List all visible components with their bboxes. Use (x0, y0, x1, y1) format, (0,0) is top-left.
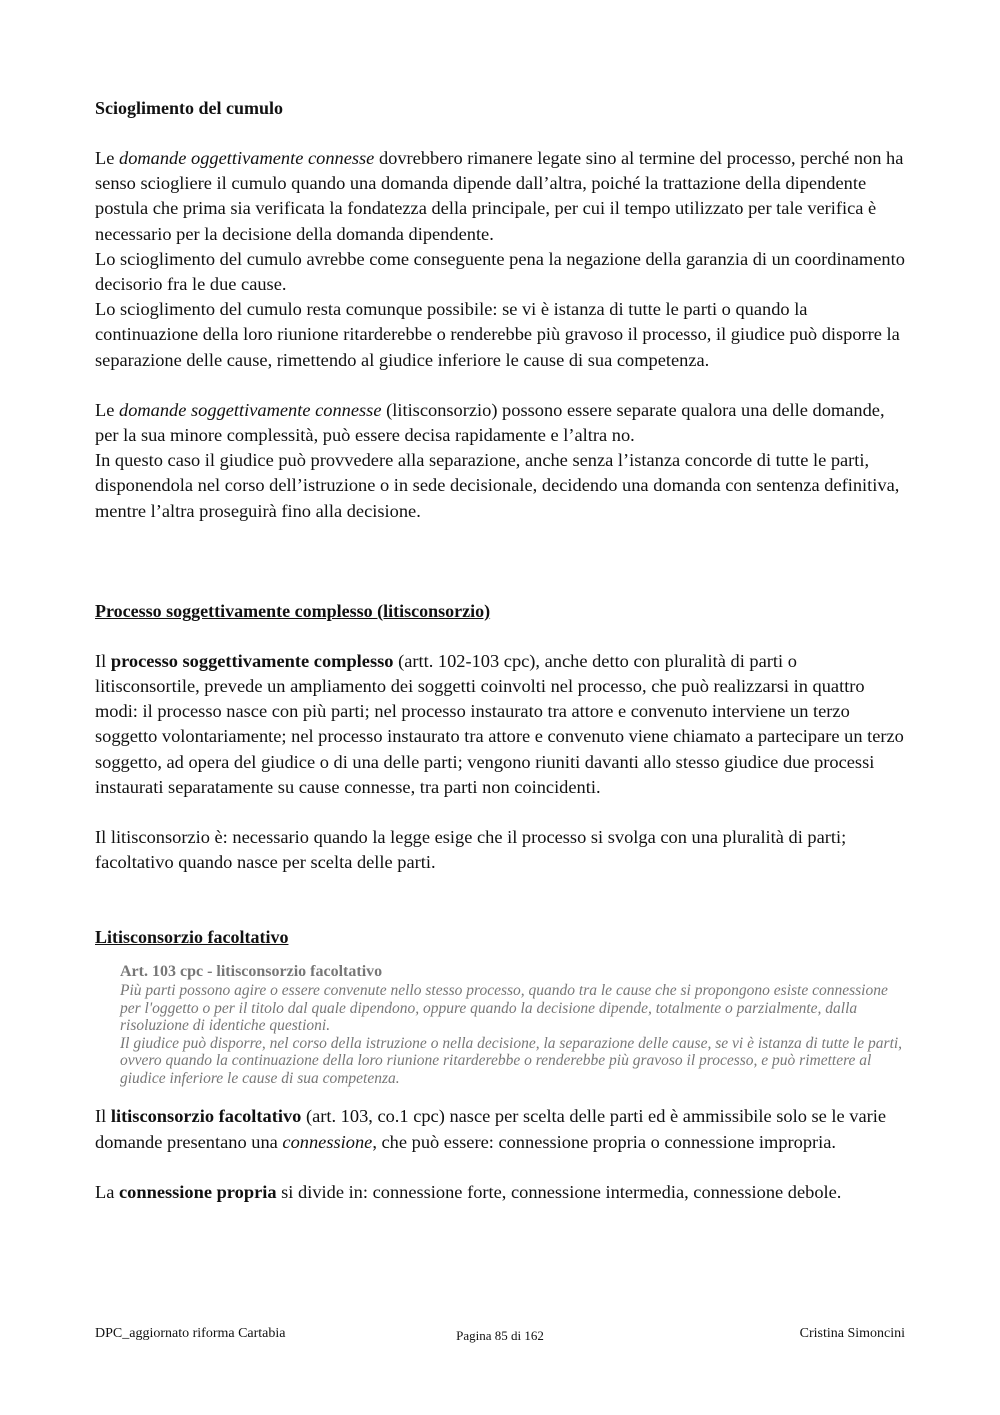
paragraph: Lo scioglimento del cumulo resta comunque possibile: se vi è istanza di tutte le parti o quando la continuazione della loro riunione ritarderebbe o renderebbe più gravoso il processo, il giudice può disporre la separazione delle cause, rimettendo al giudice inferiore le cause di sua competenza. (95, 299, 900, 370)
paragraph: La connessione propria si divide in: connessione forte, connessione intermedia, connessione debole. (95, 1181, 842, 1202)
quote-body: Il giudice può disporre, nel corso della istruzione o nella decisione, la separazione delle cause, se vi è istanza di tutte le parti, ovvero quando la continuazione della loro riunione ritarderebbe o renderebbe più gravoso il processo, e può rimettere al giudice inferiore le cause di sua competenza. (120, 1034, 903, 1087)
paragraph: Il litisconsorzio è: necessario quando la legge esige che il processo si svolga con una pluralità di parti; facoltativo quando nasce per scelta delle parti. (95, 827, 847, 873)
paragraph: Lo scioglimento del cumulo avrebbe come conseguente pena la negazione della garanzia di un coordinamento decisorio fra le due cause. (95, 248, 905, 295)
footer-document-name: DPC_aggiornato riforma Cartabia (95, 1326, 286, 1341)
quote-title: Art. 103 cpc - litisconsorzio facoltativo (120, 963, 383, 981)
quote-body: Più parti possono agire o essere convenute nello stesso processo, quando tra le cause che si propongono esiste connessione per l'oggetto o per il titolo dal quale dipendono, oppure quando la decisione dipende, totalmente o parzialmente, dalla risoluzione di identiche questioni. (120, 982, 888, 1035)
footer-page-number: Pagina 85 di 162 (456, 1328, 544, 1343)
paragraph: In questo caso il giudice può provvedere alla separazione, anche senza l’istanza concorde di tutte le parti, disponendola nel corso dell’istruzione o in sede decisionale, decidendo una domanda con sentenza definitiva, mentre l’altra proseguirà fino alla decisione. (95, 450, 900, 521)
document-page (95, 96, 905, 1205)
legal-quote (120, 962, 905, 1087)
section-heading-processo-complesso: Processo soggettivamente complesso (litisconsorzio) (95, 600, 491, 621)
section-heading-scioglimento: Scioglimento del cumulo (95, 98, 283, 118)
paragraph: Il litisconsorzio facoltativo (art. 103, co.1 cpc) nasce per scelta delle parti ed è ammissibile solo se le varie domande presentano una connessione, che può essere: connessione propria o connessione impropria. (95, 1106, 887, 1152)
section-heading-litisconsorzio-facoltativo: Litisconsorzio facoltativo (95, 927, 289, 948)
footer-author: Cristina Simoncini (799, 1326, 905, 1341)
paragraph: Le domande soggettivamente connesse (litisconsorzio) possono essere separate qualora una delle domande, per la sua minore complessità, può essere decisa rapidamente e l’altra no. (95, 399, 885, 446)
paragraph: Il processo soggettivamente complesso (artt. 102-103 cpc), anche detto con pluralità di parti o litisconsortile, prevede un ampliamento dei soggetti coinvolti nel processo, che può realizzarsi in quattro modi: il processo nasce con più parti; nel processo instaurato tra attore e convenuto interviene un terzo soggetto volontariamente; nel processo instaurato tra attore e convenuto viene chiamato a partecipare un terzo soggetto, ad opera del giudice o di una delle parti; vengono riuniti davanti allo stesso giudice due processi instaurati separatamente su cause connesse, tra parti non coincidenti. (95, 650, 904, 797)
page-footer (95, 1326, 905, 1346)
paragraph: Le domande oggettivamente connesse dovrebbero rimanere legate sino al termine del processo, perché non ha senso sciogliere il cumulo quando una domanda dipende dall’altra, poiché la trattazione della dipendente postula che prima sia verificata la fondatezza della principale, per cui il tempo utilizzato per tale verifica è necessario per la decisione della domanda dipendente. (95, 148, 904, 244)
